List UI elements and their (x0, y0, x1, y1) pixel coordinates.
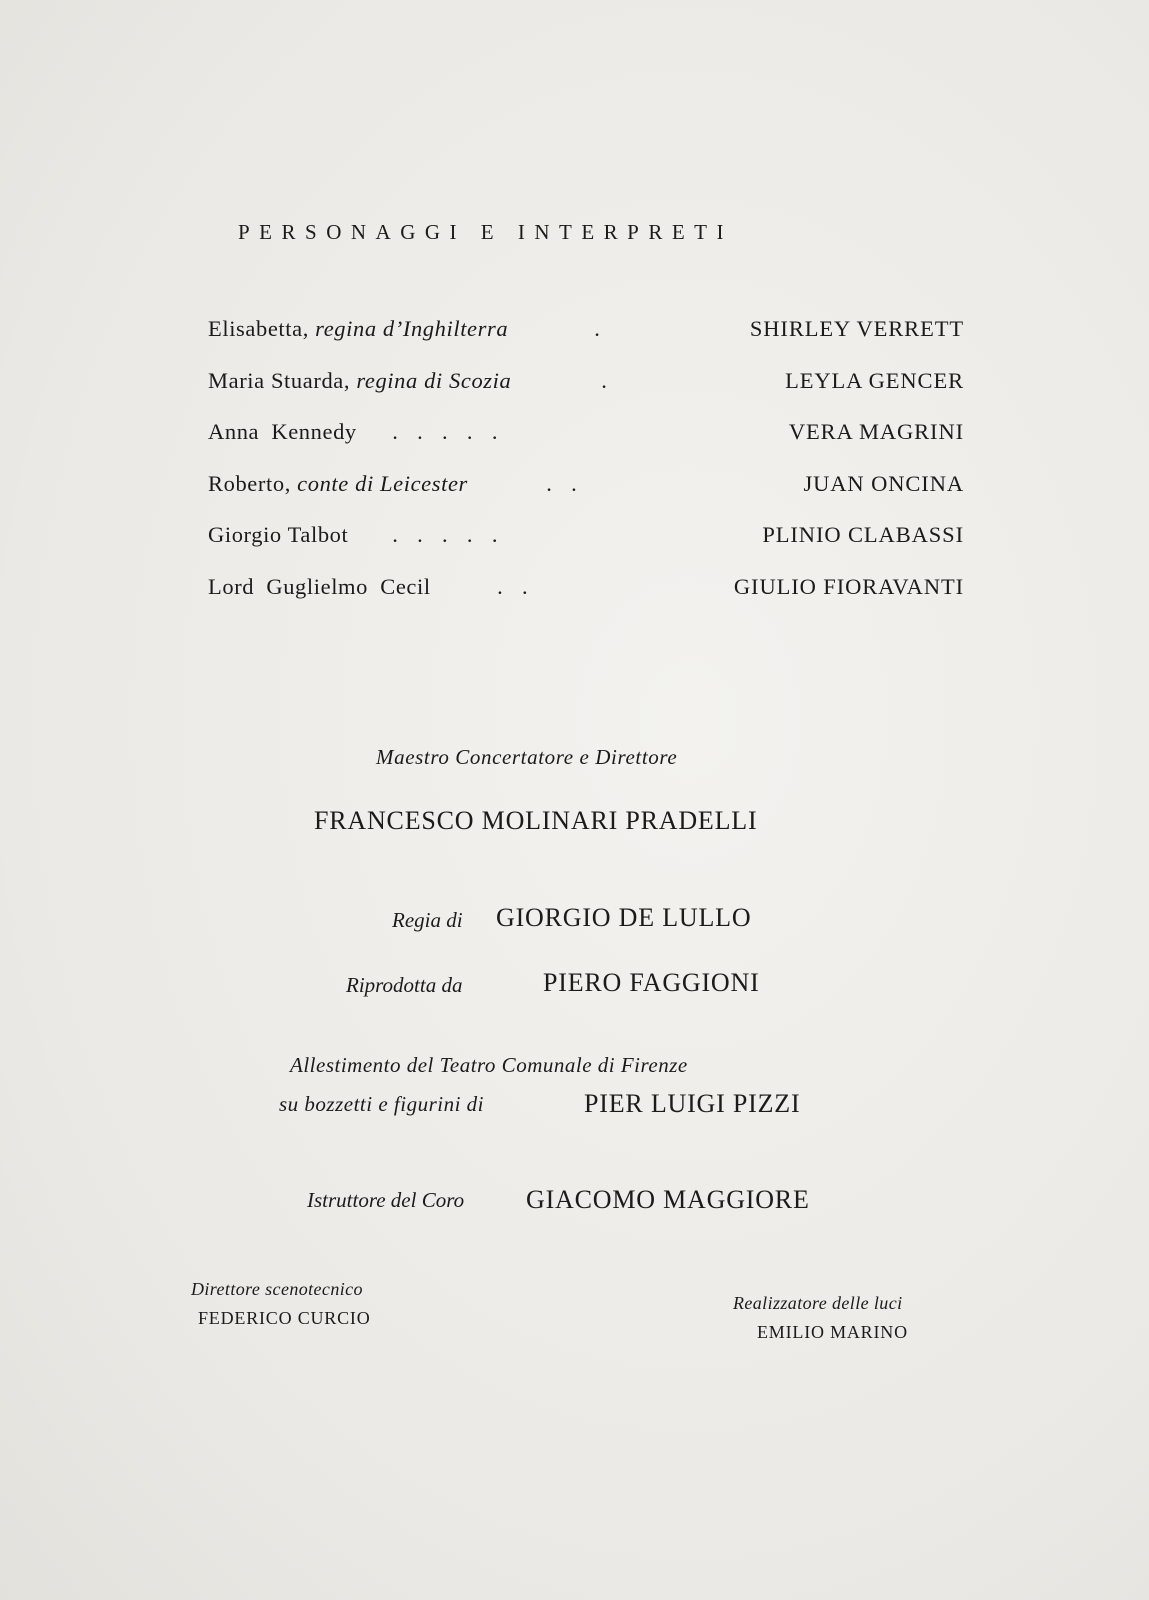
direction-label: Regia di (392, 908, 463, 932)
page-heading: PERSONAGGI E INTERPRETI (238, 220, 733, 244)
reproduced-label: Riprodotta da (346, 973, 463, 997)
leader-dots: . (588, 316, 601, 341)
chorus-label: Istruttore del Coro (307, 1188, 465, 1212)
cast-role: Maria Stuarda, regina di Scozia (208, 367, 512, 393)
leader-dots: . (595, 367, 608, 393)
cast-list (208, 316, 964, 625)
cast-actor: JUAN ONCINA (803, 470, 964, 496)
conductor-label: Maestro Concertatore e Direttore (376, 745, 678, 769)
production-line: Allestimento del Teatro Comunale di Firenze (290, 1053, 688, 1077)
cast-actor: SHIRLEY VERRETT (749, 316, 964, 341)
cast-actor: GIULIO FIORAVANTI (733, 573, 964, 599)
cast-actor: VERA MAGRINI (788, 419, 964, 444)
leader-dots: . . (540, 470, 578, 496)
cast-row (208, 471, 964, 523)
lighting-name: EMILIO MARINO (757, 1322, 908, 1342)
cast-role: Elisabetta, regina d’Inghilterra (208, 316, 509, 341)
cast-role: Anna Kennedy (208, 419, 357, 444)
chorus-name: GIACOMO MAGGIORE (526, 1185, 810, 1214)
lighting-label: Realizzatore delle luci (733, 1293, 903, 1313)
cast-role: Lord Guglielmo Cecil (208, 573, 431, 599)
cast-role: Giorgio Talbot (208, 522, 349, 547)
conductor-name: FRANCESCO MOLINARI PRADELLI (314, 806, 758, 835)
cast-role: Roberto, conte di Leicester (208, 470, 468, 496)
leader-dots: . . . . . (386, 419, 499, 444)
cast-row (208, 419, 964, 471)
cast-actor: PLINIO CLABASSI (762, 522, 964, 547)
set-director-label: Direttore scenotecnico (191, 1279, 363, 1299)
set-director-name: FEDERICO CURCIO (198, 1308, 371, 1328)
cast-row (208, 316, 964, 368)
cast-row (208, 522, 964, 574)
production-label: su bozzetti e figurini di (279, 1092, 485, 1116)
leader-dots: . . . . . (386, 522, 499, 547)
reproduced-name: PIERO FAGGIONI (543, 968, 760, 997)
cast-row (208, 574, 964, 626)
direction-name: GIORGIO DE LULLO (496, 903, 752, 932)
cast-row (208, 368, 964, 420)
leader-dots: . . (466, 573, 529, 599)
cast-actor: LEYLA GENCER (785, 367, 964, 393)
production-designer: PIER LUIGI PIZZI (584, 1089, 801, 1118)
